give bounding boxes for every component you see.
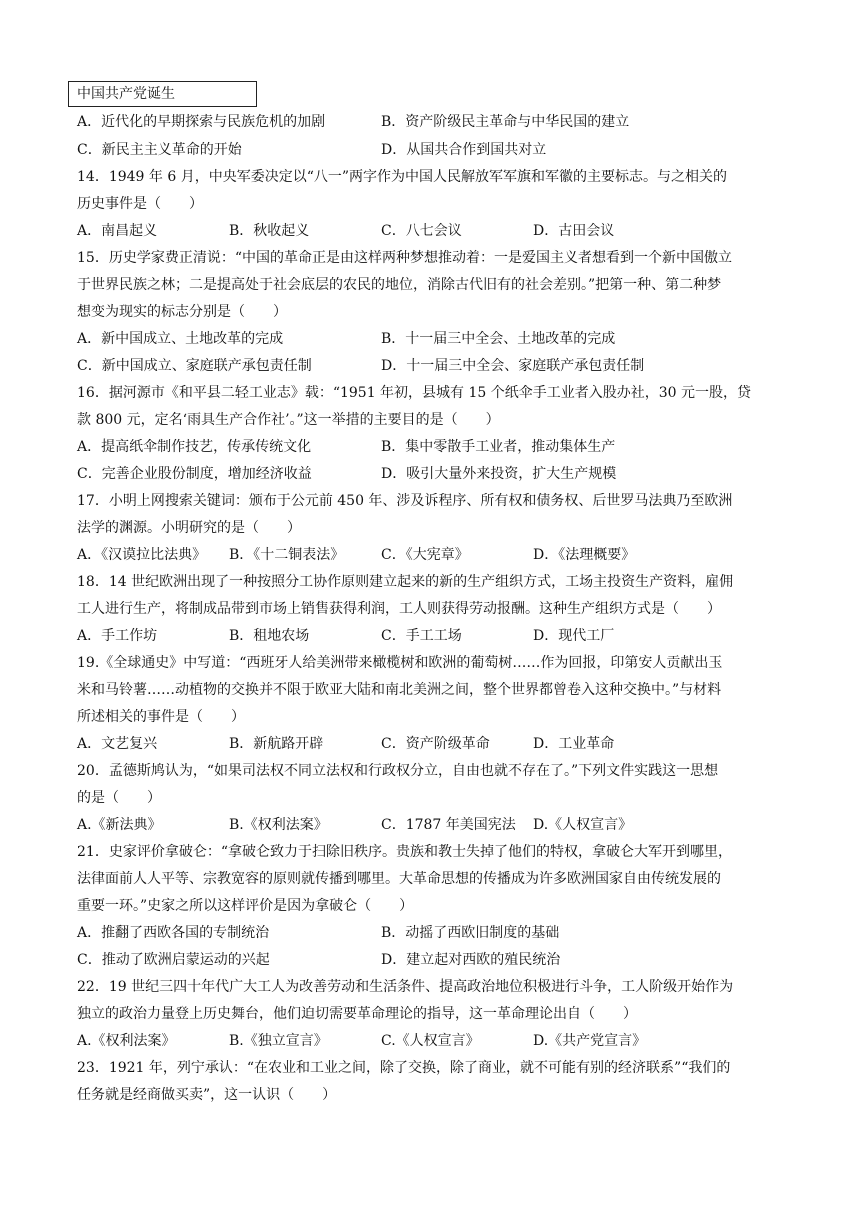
- answer-option: C．1787 年美国宪法: [381, 817, 516, 833]
- answer-option: A.《权利法案》: [77, 1033, 176, 1049]
- answer-option: A.《新法典》: [77, 817, 162, 833]
- answer-option: D．吸引大量外来投资，扩大生产规模: [381, 466, 617, 482]
- question-text-line: 的是（ ）: [77, 790, 161, 806]
- question-text-line: 23．1921 年，列宁承认：“在农业和工业之间，除了交换，除了商业，就不可能有别的经济联系”“我们的: [77, 1060, 731, 1076]
- question-text-line: 17．小明上网搜索关键词：颁布于公元前 450 年、涉及诉程序、所有权和债务权、后世罗马法典乃至欧洲: [77, 493, 733, 509]
- question-text-line: 历史事件是（ ）: [77, 196, 203, 212]
- question-text-line: 任务就是经商做买卖”，这一认识（ ）: [77, 1087, 337, 1103]
- question-text-line: 于世界民族之林；二是提高处于社会底层的农民的地位，消除古代旧有的社会差别。”把第一种、第二种梦: [77, 277, 722, 293]
- answer-option: C．完善企业股份制度，增加经济收益: [77, 466, 312, 482]
- answer-option: D．十一届三中全会、家庭联产承包责任制: [381, 358, 645, 374]
- answer-option: B．租地农场: [229, 628, 310, 644]
- answer-option: C．推动了欧洲启蒙运动的兴起: [77, 952, 270, 968]
- answer-option: C．八七会议: [381, 223, 462, 239]
- question-text-line: 想变为现实的标志分别是（ ）: [77, 304, 287, 320]
- answer-option: B．资产阶级民主革命与中华民国的建立: [381, 114, 630, 130]
- answer-option: B．动摇了西欧旧制度的基础: [381, 925, 560, 941]
- answer-option: B．《十二铜表法》: [229, 547, 345, 563]
- question-text-line: 18．14 世纪欧洲出现了一种按照分工协作原则建立起来的新的生产组织方式，工场主投资生产资料，雇佣: [77, 574, 734, 590]
- answer-option: B.《权利法案》: [229, 817, 328, 833]
- answer-option: A．《汉谟拉比法典》: [77, 547, 207, 563]
- question-text-line: 款 800 元，定名‘雨具生产合作社’。”这一举措的主要目的是（ ）: [77, 412, 500, 428]
- question-text-line: 19.《全球通史》中写道：“西班牙人给美洲带来橄榄树和欧洲的葡萄树……作为回报，印第安人贡献出玉: [77, 655, 723, 671]
- answer-option: D.《共产党宣言》: [533, 1033, 647, 1049]
- question-text-line: 重要一环。”史家之所以这样评价是因为拿破仑（ ）: [77, 898, 414, 914]
- answer-option: D．现代工厂: [533, 628, 615, 644]
- answer-option: B．集中零散手工业者，推动集体生产: [381, 439, 616, 455]
- question-text-line: 所述相关的事件是（ ）: [77, 709, 245, 725]
- answer-option: A．近代化的早期探索与民族危机的加剧: [77, 114, 326, 130]
- answer-option: D.《人权宣言》: [533, 817, 633, 833]
- answer-option: D．古田会议: [533, 223, 615, 239]
- answer-option: B．新航路开辟: [229, 736, 324, 752]
- question-text-line: 工人进行生产，将制成品带到市场上销售获得利润，工人则获得劳动报酬。这种生产组织方式是（ ）: [77, 601, 721, 617]
- question-text-line: 独立的政治力量登上历史舞台，他们迫切需要革命理论的指导，这一革命理论出自（ ）: [77, 1006, 637, 1022]
- answer-option: B．秋收起义: [229, 223, 310, 239]
- question-text-line: 14．1949 年 6 月，中央军委决定以“八一”两字作为中国人民解放军军旗和军徽的主要标志。与之相关的: [77, 169, 728, 185]
- answer-option: A．文艺复兴: [77, 736, 158, 752]
- question-text-line: 21．史家评价拿破仑：“拿破仑致力于扫除旧秩序。贵族和教士失掉了他们的特权，拿破仑大军开到哪里，: [77, 844, 732, 860]
- answer-option: C.《人权宣言》: [381, 1033, 480, 1049]
- answer-option: A．南昌起义: [77, 223, 158, 239]
- question-text-line: 法律面前人人平等、宗教宽容的原则就传播到哪里。大革命思想的传播成为许多欧洲国家自由传统发展的: [77, 871, 721, 887]
- answer-option: A．手工作坊: [77, 628, 158, 644]
- answer-option: D．《法理概要》: [533, 547, 636, 563]
- question-text-line: 法学的渊源。小明研究的是（ ）: [77, 520, 301, 536]
- answer-option: D．从国共合作到国共对立: [381, 142, 547, 158]
- question-text-line: 20．孟德斯鸠认为，“如果司法权不同立法权和行政权分立，自由也就不存在了。”下列文件实践这一思想: [77, 763, 719, 779]
- answer-option: C．资产阶级革命: [381, 736, 490, 752]
- answer-option: B．十一届三中全会、土地改革的完成: [381, 331, 616, 347]
- answer-option: B.《独立宣言》: [229, 1033, 328, 1049]
- answer-option: C．新民主主义革命的开始: [77, 142, 242, 158]
- answer-option: D．工业革命: [533, 736, 615, 752]
- question-text-line: 米和马铃薯……动植物的交换并不限于欧亚大陆和南北美洲之间，整个世界都曾卷入这种交换中。”与材料: [77, 682, 722, 698]
- answer-option: D．建立起对西欧的殖民统治: [381, 952, 561, 968]
- answer-option: A．新中国成立、土地改革的完成: [77, 331, 284, 347]
- section-header-box: 中国共产党诞生: [68, 81, 257, 107]
- question-text-line: 22．19 世纪三四十年代广大工人为改善劳动和生活条件、提高政治地位积极进行斗争，工人阶级开始作为: [77, 979, 734, 995]
- answer-option: C．《大宪章》: [381, 547, 469, 563]
- question-text-line: 15．历史学家费正清说：“中国的革命正是由这样两种梦想推动着：一是爱国主义者想看到一个新中国傲立: [77, 250, 732, 266]
- answer-option: C．新中国成立、家庭联产承包责任制: [77, 358, 312, 374]
- answer-option: C．手工工场: [381, 628, 462, 644]
- question-text-line: 16．据河源市《和平县二轻工业志》载：“1951 年初，县城有 15 个纸伞手工业者入股办社，30 元一股，贷: [77, 385, 752, 401]
- answer-option: A．推翻了西欧各国的专制统治: [77, 925, 270, 941]
- answer-option: A．提高纸伞制作技艺，传承传统文化: [77, 439, 312, 455]
